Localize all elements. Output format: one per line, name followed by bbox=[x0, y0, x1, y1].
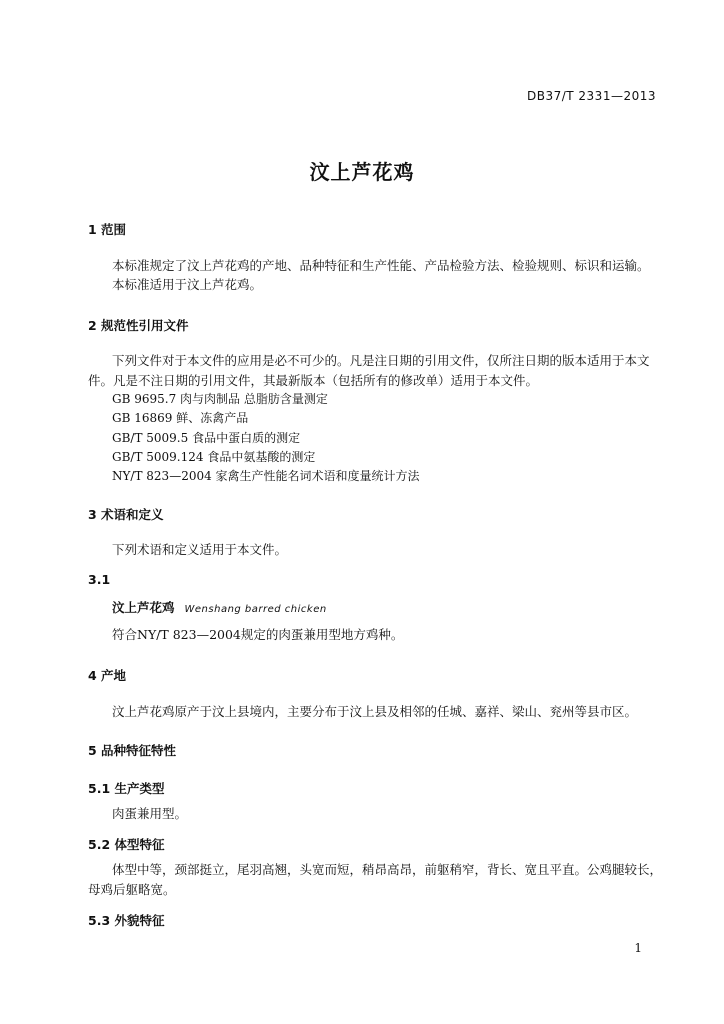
term-definition: 符合NY/T 823—2004规定的肉蛋兼用型地方鸡种。 bbox=[112, 627, 404, 642]
section-5-2-heading: 5.2 体型特征 bbox=[88, 837, 165, 852]
reference-item: GB/T 5009.124 食品中氨基酸的测定 bbox=[112, 450, 316, 464]
section-4-text: 汶上芦花鸡原产于汶上县境内，主要分布于汶上县及相邻的任城、嘉祥、梁山、兖州等县市区。 bbox=[112, 704, 638, 719]
section-1-heading: 1 范围 bbox=[88, 222, 127, 237]
section-3-heading: 3 术语和定义 bbox=[88, 507, 164, 522]
page-number: 1 bbox=[634, 941, 642, 955]
reference-item: GB/T 5009.5 食品中蛋白质的测定 bbox=[112, 431, 301, 445]
section-5-3-heading: 5.3 外貌特征 bbox=[88, 913, 165, 928]
section-2-intro: 下列文件对于本文件的应用是必不可少的。凡是注日期的引用文件，仅所注日期的版本适用于本文件。凡是不注日期的引用文件，其最新版本（包括所有的修改单）适用于本文件。 bbox=[88, 353, 650, 388]
section-2-heading: 2 规范性引用文件 bbox=[88, 318, 189, 333]
section-3-intro: 下列术语和定义适用于本文件。 bbox=[112, 542, 288, 557]
document-title: 汶上芦花鸡 bbox=[309, 160, 415, 184]
term-entry bbox=[112, 598, 327, 616]
section-5-1-text: 肉蛋兼用型。 bbox=[112, 806, 188, 821]
reference-item: GB 9695.7 肉与肉制品 总脂肪含量测定 bbox=[112, 392, 328, 406]
section-4-heading: 4 产地 bbox=[88, 668, 127, 683]
section-5-1-heading: 5.1 生产类型 bbox=[88, 781, 165, 796]
section-5-2-text: 体型中等，颈部挺立，尾羽高翘，头宽而短，稍昂高昂，前躯稍窄，背长、宽且平直。公鸡腿较长，母鸡后躯略宽。 bbox=[88, 862, 663, 897]
standard-number: DB37/T 2331—2013 bbox=[526, 89, 656, 103]
reference-item: NY/T 823—2004 家禽生产性能名词术语和度量统计方法 bbox=[112, 469, 420, 483]
term-number: 3.1 bbox=[88, 572, 111, 587]
section-1-para-1: 本标准规定了汶上芦花鸡的产地、品种特征和生产性能、产品检验方法、检验规则、标识和运输。 bbox=[112, 258, 650, 273]
section-5-heading: 5 品种特征特性 bbox=[88, 743, 177, 758]
term-chinese: 汶上芦花鸡 bbox=[112, 600, 175, 615]
reference-item: GB 16869 鲜、冻禽产品 bbox=[112, 411, 249, 425]
section-1-para-2: 本标准适用于汶上芦花鸡。 bbox=[112, 277, 263, 292]
term-english: Wenshang barred chicken bbox=[184, 604, 327, 615]
